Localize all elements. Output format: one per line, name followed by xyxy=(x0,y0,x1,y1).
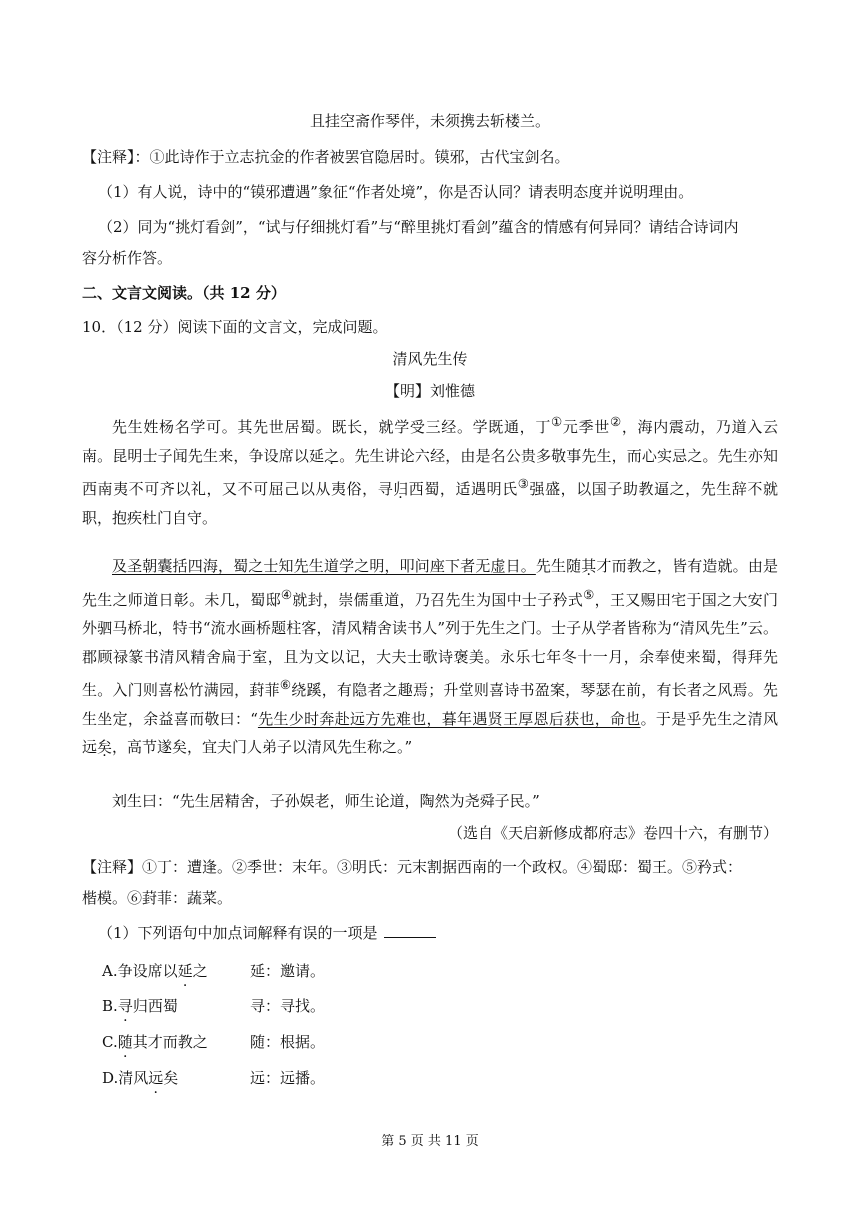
answer-blank[interactable] xyxy=(384,925,436,938)
question-1: （1）有人说，诗中的“镆邪遭遇”象征“作者处境”，你是否认同？请表明态度并说明理由。 xyxy=(98,183,694,201)
paragraph-1: 先生姓杨名学可。其先世居蜀。既长，就学受三经。学既通，丁①元季世②，海内震动，乃道入云南。昆明士子闻先生来，争设席以延之。先生讲论六经，由是名公贵多敬事先生，而心实忌之。先生亦知西南夷不可齐以礼，又不可屈己以从夷俗，寻归西蜀，适遇明氏③强盛，以国子助教逼之，先生辞不就职，抱疾杜门自守。 xyxy=(82,414,778,527)
underlined-sentence-2: 先生少时奔赴远方先难也，暮年遇贤王厚恩后获也，命也 xyxy=(257,709,641,728)
dotted-word-yan: 延 xyxy=(309,446,325,465)
option-d-explanation: 远：远播。 xyxy=(250,1069,326,1087)
underlined-sentence-1: 及圣朝囊括四海，蜀之士知先生道学之明，叩问座下者无虚日。 xyxy=(112,557,536,575)
dotted-word-yuan: 远 xyxy=(82,738,98,756)
passage-title: 清风先生传 xyxy=(392,350,468,368)
paragraph-3: 刘生曰：“先生居精舍，子孙娱老，师生论道，陶然为尧舜子民。” xyxy=(112,792,540,810)
poem-line: 且挂空斋作琴伴，未须携去斩楼兰。 xyxy=(309,112,550,130)
option-b-explanation: 寻：寻找。 xyxy=(250,997,326,1015)
passage-notes-line1: 【注释】①丁：遭逢。②季世：末年。③明氏：元末割据西南的一个政权。④蜀邸：蜀王。⑤矜式： xyxy=(82,858,743,876)
passage-author: 【明】刘惟德 xyxy=(384,382,475,400)
source-citation: （选自《天启新修成都府志》卷四十六，有删节） xyxy=(447,824,778,842)
option-c-explanation: 随：根据。 xyxy=(250,1033,326,1051)
dotted-word-sui: 随 xyxy=(566,557,582,575)
poem-note: 【注释】：①此诗作于立志抗金的作者被罢官隐居时。镆邪，古代宝剑名。 xyxy=(82,148,570,166)
options-list xyxy=(0,960,860,1090)
option-a-explanation: 延：邀请。 xyxy=(250,962,326,980)
item-10-prompt: 10．（12 分）阅读下面的文言文，完成问题。 xyxy=(82,318,388,336)
dotted-word-xun: 寻 xyxy=(377,480,394,498)
passage-notes-line2: 楷模。⑥葑菲：蔬菜。 xyxy=(82,889,233,907)
subquestion-1: （1）下列语句中加点词解释有误的一项是 xyxy=(98,922,798,943)
option-c[interactable]: C.随其才而教之 xyxy=(102,1033,208,1051)
section-heading: 二、文言文阅读。（共 12 分） xyxy=(82,284,286,302)
option-d[interactable]: D.清风远矣 xyxy=(102,1069,179,1087)
question-2-line1: （2）同为“挑灯看剑”，“试与仔细挑灯看”与“醉里挑灯看剑”蕴含的情感有何异同？请结合诗词内 xyxy=(98,218,739,236)
page-footer: 第 5 页 共 11 页 xyxy=(381,1134,479,1149)
option-b[interactable]: B.寻归西蜀 xyxy=(102,997,178,1015)
question-2-line2: 容分析作答。 xyxy=(82,249,173,267)
option-a[interactable]: A.争设席以延之 xyxy=(102,962,208,980)
paragraph-2: 及圣朝囊括四海，蜀之士知先生道学之明，叩问座下者无虚日。先生随其才而教之，皆有造就。由是先生之师道日彰。未几，蜀邸④就封，崇儒重道，乃召先生为国中士子矜式⑤，王又赐田宅于国之大安门外驷马桥北，特书“流水画桥题柱客，清风精舍读书人”列于先生之门。士子从学者皆称为“清风先生”云。郡顾禄篆书清风精舍扁于室，且为文以记，大夫士歌诗褒美。永乐七年冬十一月，余奉使来蜀，得拜先生。入门则喜松竹满园，葑菲⑥绕蹊，有隐者之趣焉；升堂则喜诗书盈案，琴瑟在前，有长者之风焉。先生坐定，余益喜而敬曰：“先生少时奔赴远方先难也，暮年遇贤王厚恩后获也，命也。于是乎先生之清风远矣，高节遂矣，宜夫门人弟子以清风先生称之。” xyxy=(82,557,778,756)
